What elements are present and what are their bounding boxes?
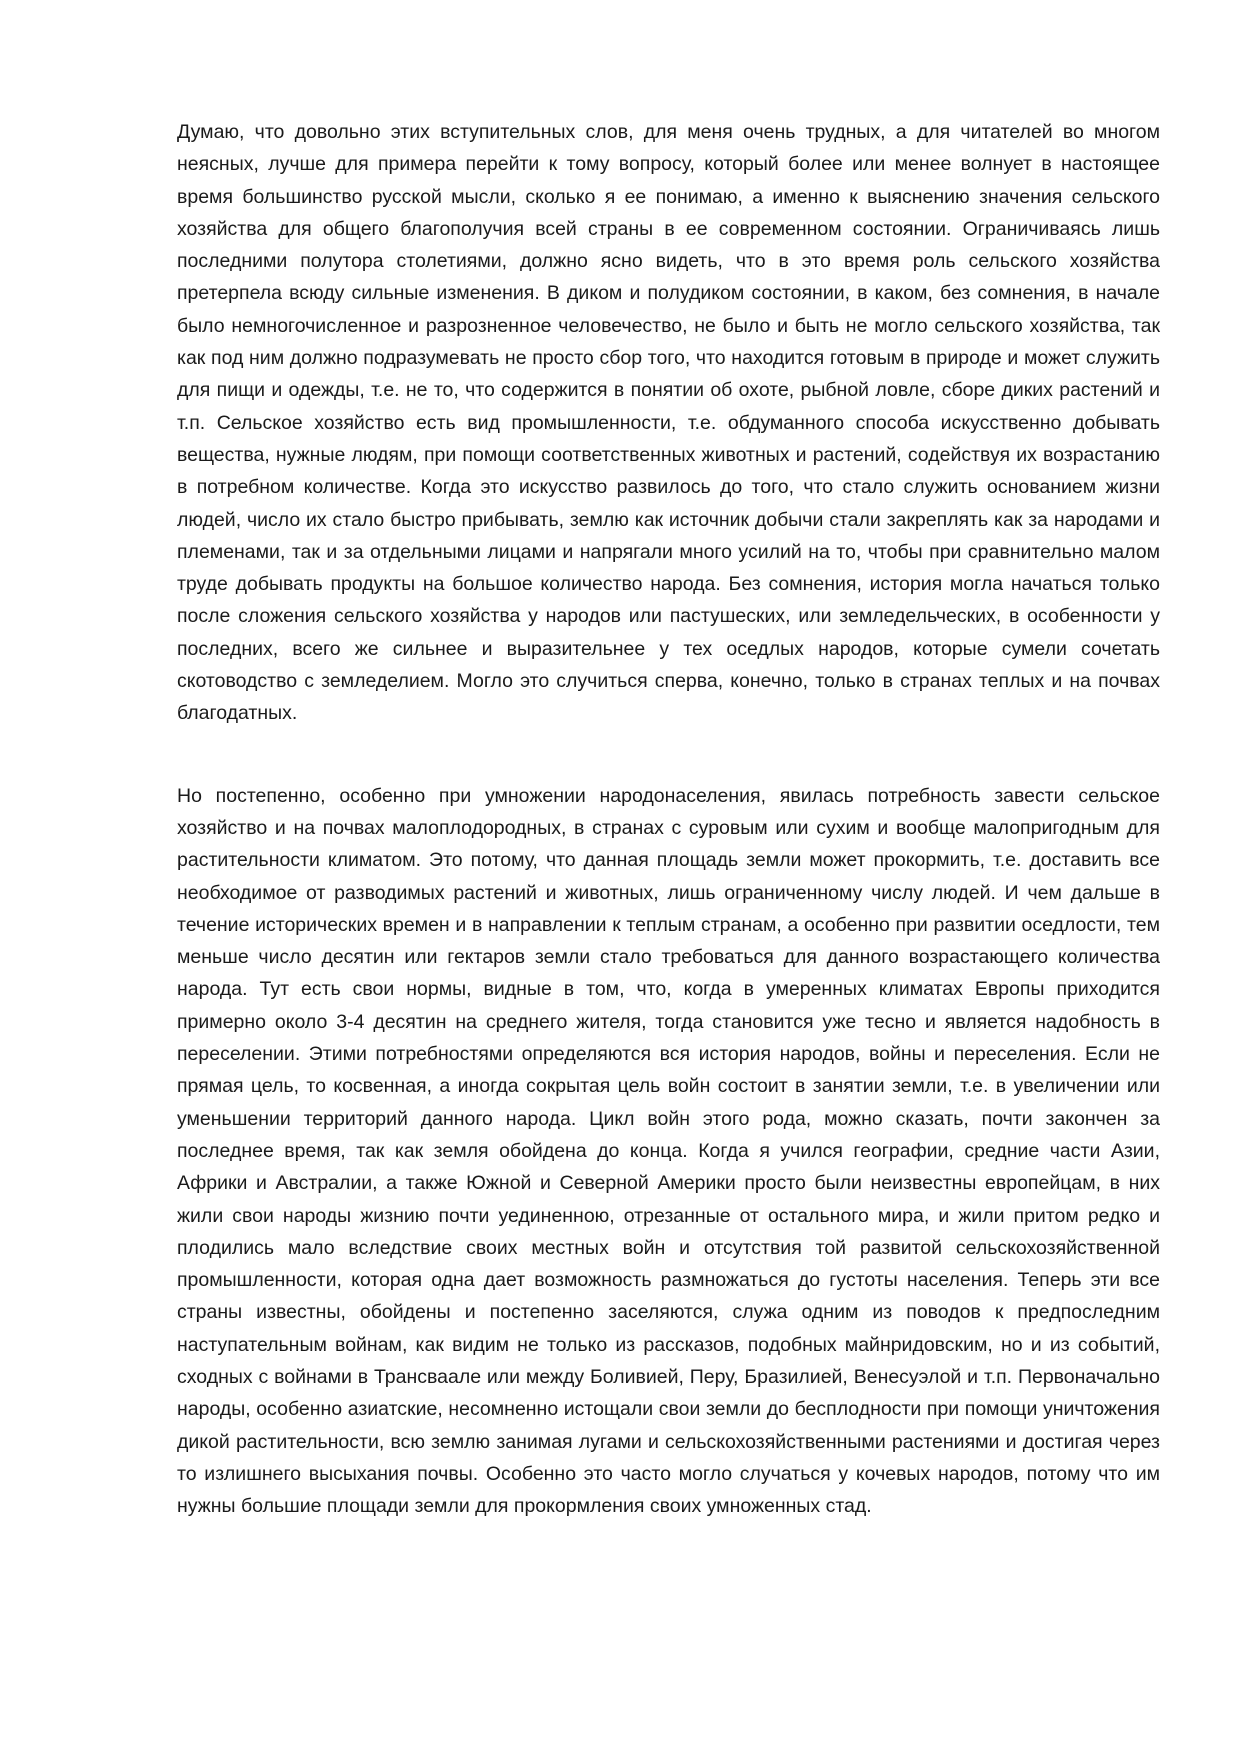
document-page [177, 116, 1160, 1522]
paragraph-1: Думаю, что довольно этих вступительных слов, для меня очень трудных, а для читателей во многом неясных, лучше для примера перейти к тому вопросу, который более или менее волнует в настоящее время большинство русской мысли, сколько я ее понимаю, а именно к выяснению значения сельского хозяйства для общего благополучия всей страны в ее современном состоянии. Ограничиваясь лишь последними полутора столетиями, должно ясно видеть, что в это время роль сельского хозяйства претерпела всюду сильные изменения. В диком и полудиком состоянии, в каком, без сомнения, в начале было немногочисленное и разрозненное человечество, не было и быть не могло сельского хозяйства, так как под ним должно подразумевать не просто сбор того, что находится готовым в природе и может служить для пищи и одежды, т.е. не то, что содержится в понятии об охоте, рыбной ловле, сборе диких растений и т.п. Сельское хозяйство есть вид промышленности, т.е. обдуманного способа искусственно добывать вещества, нужные людям, при помощи соответственных животных и растений, содействуя их возрастанию в потребном количестве. Когда это искусство развилось до того, что стало служить основанием жизни людей, число их стало быстро прибывать, землю как источник добычи стали закреплять как за народами и племенами, так и за отдельными лицами и напрягали много усилий на то, чтобы при сравнительно малом труде добывать продукты на большое количество народа. Без сомнения, история могла начаться только после сложения сельского хозяйства у народов или пастушеских, или земледельческих, в особенности у последних, всего же сильнее и выразительнее у тех оседлых народов, которые сумели сочетать скотоводство с земледелием. Могло это случиться сперва, конечно, только в странах теплых и на почвах благодатных. [177, 121, 1160, 725]
paragraph-2: Но постепенно, особенно при умножении народонаселения, явилась потребность завести сельское хозяйство и на почвах малоплодородных, в странах с суровым или сухим и вообще малопригодным для растительности климатом. Это потому, что данная площадь земли может прокормить, т.е. доставить все необходимое от разводимых растений и животных, лишь ограниченному числу людей. И чем дальше в течение исторических времен и в направлении к теплым странам, а особенно при развитии оседлости, тем меньше число десятин или гектаров земли стало требоваться для данного возрастающего количества народа. Тут есть свои нормы, видные в том, что, когда в умеренных климатах Европы приходится примерно около 3-4 десятин на среднего жителя, тогда становится уже тесно и является надобность в переселении. Этими потребностями определяются вся история народов, войны и переселения. Если не прямая цель, то косвенная, а иногда сокрытая цель войн состоит в занятии земли, т.е. в увеличении или уменьшении территорий данного народа. Цикл войн этого рода, можно сказать, почти закончен за последнее время, так как земля обойдена до конца. Когда я учился географии, средние части Азии, Африки и Австралии, а также Южной и Северной Америки просто были неизвестны европейцам, в них жили свои народы жизнию почти уединенною, отрезанные от остального мира, и жили притом редко и плодились мало вследствие своих местных войн и отсутствия той развитой сельскохозяйственной промышленности, которая одна дает возможность размножаться до густоты населения. Теперь эти все страны известны, обойдены и постепенно заселяются, служа одним из поводов к предпоследним наступательным войнам, как видим не только из рассказов, подобных майнридовским, но и из событий, сходных с войнами в Трансваале или между Боливией, Перу, Бразилией, Венесуэлой и т.п. Первоначально народы, особенно азиатские, несомненно истощали свои земли до бесплодности при помощи уничтожения дикой растительности, всю землю занимая лугами и сельскохозяйственными растениями и достигая через то излишнего высыхания почвы. Особенно это часто могло случаться у кочевых народов, потому что им нужны большие площади земли для прокормления своих умноженных стад. [177, 784, 1160, 1518]
